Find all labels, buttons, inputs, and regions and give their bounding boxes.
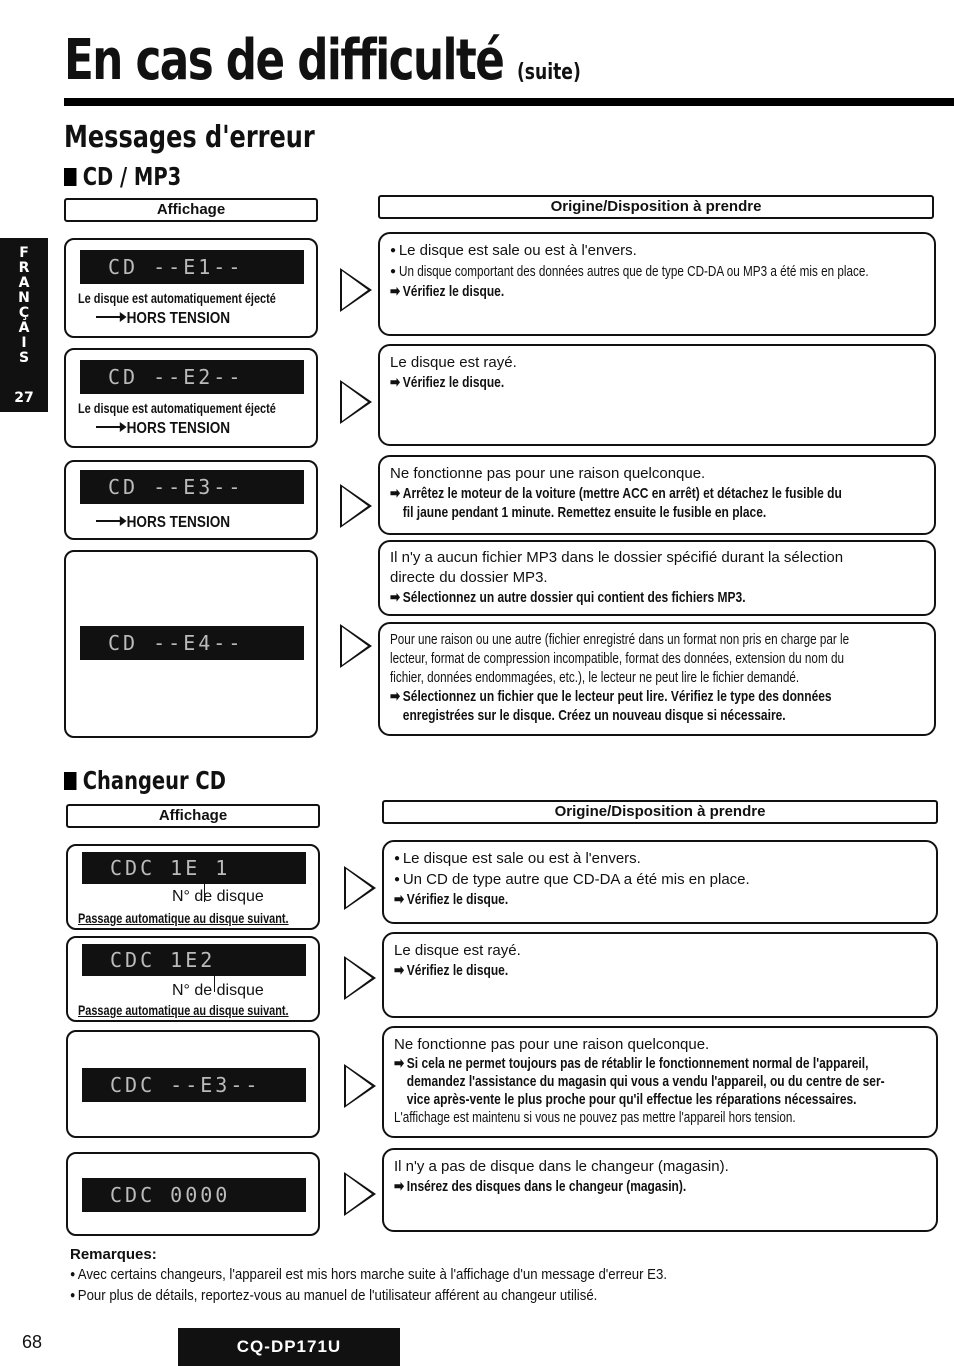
action-arrow-icon: ➡ (390, 374, 401, 391)
info-line: ● Un CD de type autre que CD-DA a été mis en place. (394, 869, 926, 890)
lcd-display: CD --E3-- (80, 470, 304, 504)
disc-number-label: N° de disque (172, 982, 264, 999)
auto-next-note: Passage automatique au disque suivant. (78, 1002, 289, 1018)
action-line: ➡ Vérifiez le disque. (390, 283, 505, 300)
action-line: ➡ Vérifiez le disque. (394, 891, 509, 908)
action-line: ➡ Insérez des disques dans le changeur (magasin). (394, 1178, 687, 1195)
action-line: ➡ Sélectionnez un autre dossier qui contient des fichiers MP3. (390, 589, 746, 606)
changer-display-box-e1 (66, 844, 320, 930)
action-arrow-icon: ➡ (394, 1178, 405, 1195)
changer-display-box-nodisc (66, 1152, 320, 1236)
action-arrow-icon: ➡ (390, 283, 401, 300)
info-line: lecteur, format de compression incompatible, format des données, extension du nom du (390, 650, 844, 667)
action-arrow-icon: ➡ (390, 485, 401, 502)
action-arrow-icon: ➡ (390, 589, 401, 606)
triangle-arrow-icon (340, 624, 372, 668)
page-number: 68 (22, 1332, 43, 1352)
action-line: fil jaune pendant 1 minute. Remettez ensuite le fusible en place. (402, 504, 767, 521)
column-header-display: Affichage (64, 198, 318, 222)
action-line: ➡ Sélectionnez un fichier que le lecteur peut lire. Vérifiez le type des données (390, 688, 832, 705)
info-line: ● Le disque est sale ou est à l'envers. (394, 848, 926, 869)
model-badge: CQ-DP171U (178, 1328, 400, 1366)
eject-note: Le disque est automatiquement éjecté (78, 400, 276, 416)
display-box-e2 (64, 348, 318, 448)
triangle-arrow-icon (340, 268, 372, 312)
hors-tension-label: HORS TENSION (96, 310, 230, 328)
info-line: Ne fonctionne pas pour une raison quelconque. (390, 465, 706, 482)
page-title: En cas de difficulté (suite) (64, 28, 581, 93)
tab-letter: S (18, 350, 30, 366)
changer-info-box-e1 (382, 840, 938, 924)
square-bullet-icon (64, 772, 76, 790)
info-line: directe du dossier MP3. (390, 569, 548, 586)
action-arrow-icon: ➡ (390, 688, 401, 705)
triangle-arrow-icon (344, 1172, 376, 1216)
tab-section-number: 27 (14, 390, 34, 406)
triangle-arrow-icon (340, 380, 372, 424)
column-header-display: Affichage (66, 804, 320, 828)
action-line: ➡ Vérifiez le disque. (390, 374, 505, 391)
info-box-e4-a (378, 540, 936, 616)
lcd-display: CDC 1E 1 (82, 852, 306, 884)
action-line: ➡ Si cela ne permet toujours pas de rétablir le fonctionnement normal de l'appareil, (394, 1055, 869, 1072)
lcd-display: CD --E2-- (80, 360, 304, 394)
right-arrow-icon (96, 520, 122, 522)
language-tab (0, 238, 48, 412)
display-box-e3 (64, 460, 318, 540)
action-line: vice après-vente le plus proche pour qu'il effectue les réparations nécessaires. (406, 1091, 857, 1108)
action-line: enregistrées sur le disque. Créez un nouveau disque si nécessaire. (402, 707, 786, 724)
triangle-arrow-icon (344, 956, 376, 1000)
info-line: Le disque est rayé. (390, 354, 517, 371)
tab-letter: R (18, 260, 30, 276)
triangle-arrow-icon (344, 866, 376, 910)
changer-heading: Changeur CD (64, 766, 226, 795)
lcd-display: CDC --E3-- (82, 1068, 306, 1102)
action-arrow-icon: ➡ (394, 891, 405, 908)
info-box-e1 (378, 232, 936, 336)
right-arrow-icon (96, 316, 122, 318)
tab-letter: A (18, 320, 30, 336)
info-box-e4-b (378, 622, 936, 736)
info-box-e2 (378, 344, 936, 446)
action-line: ➡ Arrêtez le moteur de la voiture (mettre ACC en arrêt) et détachez le fusible du (390, 485, 842, 502)
title-rule (64, 98, 954, 106)
changer-info-box-e3 (382, 1026, 938, 1138)
lcd-display: CD --E1-- (80, 250, 304, 284)
changer-display-box-e2 (66, 936, 320, 1022)
column-header-origin: Origine/Disposition à prendre (382, 800, 938, 824)
action-line: ➡ Vérifiez le disque. (394, 962, 509, 979)
lcd-display: CD --E4-- (80, 626, 304, 660)
tab-letter: N (18, 290, 30, 306)
action-arrow-icon: ➡ (394, 1055, 405, 1072)
cd-mp3-heading: CD / MP3 (64, 162, 181, 191)
tab-letter: F (19, 245, 29, 261)
title-suffix: (suite) (516, 60, 581, 85)
square-bullet-icon (64, 168, 76, 186)
changer-info-box-nodisc (382, 1148, 938, 1232)
lcd-display: CDC 0000 (82, 1178, 306, 1212)
changer-info-box-e2 (382, 932, 938, 1018)
tab-letter: Ç (18, 305, 30, 321)
info-line: ● Un disque comportant des données autres que de type CD-DA ou MP3 a été mis en place. (390, 261, 924, 282)
info-line: Il n'y a aucun fichier MP3 dans le dossier spécifié durant la sélection (390, 549, 844, 566)
info-line: ● Le disque est sale ou est à l'envers. (390, 240, 924, 261)
tab-letter: A (18, 275, 30, 291)
hors-tension-label: HORS TENSION (96, 420, 230, 438)
info-line: fichier, données endommagées, etc.), le lecteur ne peut lire le fichier demandé. (390, 669, 800, 686)
info-line: Ne fonctionne pas pour une raison quelconque. (394, 1036, 710, 1053)
action-line: demandez l'assistance du magasin qui vous a vendu l'appareil, ou du centre de ser- (406, 1073, 885, 1090)
remarks-title: Remarques: (70, 1246, 157, 1263)
info-line: Pour une raison ou une autre (fichier enregistré dans un format non pris en charge par le (390, 631, 850, 648)
info-line: Le disque est rayé. (394, 942, 521, 959)
triangle-arrow-icon (344, 1064, 376, 1108)
display-box-e4 (64, 550, 318, 738)
lcd-display: CDC 1E2 (82, 944, 306, 976)
display-box-e1 (64, 238, 318, 338)
eject-note: Le disque est automatiquement éjecté (78, 290, 276, 306)
action-arrow-icon: ➡ (394, 962, 405, 979)
remark-item: ● Avec certains changeurs, l'appareil est mis hors marche suite à l'affichage d'un message d'erreur E3. (70, 1266, 667, 1283)
info-line: L'affichage est maintenu si vous ne pouvez pas mettre l'appareil hors tension. (394, 1109, 796, 1126)
column-header-origin: Origine/Disposition à prendre (378, 195, 934, 219)
auto-next-note: Passage automatique au disque suivant. (78, 910, 289, 926)
tab-letter: I (21, 335, 27, 351)
changer-display-box-e3 (66, 1030, 320, 1138)
triangle-arrow-icon (340, 484, 372, 528)
hors-tension-label: HORS TENSION (96, 514, 230, 532)
info-box-e3 (378, 455, 936, 535)
info-line: Il n'y a pas de disque dans le changeur (magasin). (394, 1158, 729, 1175)
right-arrow-icon (96, 426, 122, 428)
disc-number-label: N° de disque (172, 888, 264, 905)
remark-item: ● Pour plus de détails, reportez-vous au manuel de l'utilisateur afférent au changeur utilisé. (70, 1287, 597, 1304)
section-title: Messages d'erreur (64, 120, 315, 155)
